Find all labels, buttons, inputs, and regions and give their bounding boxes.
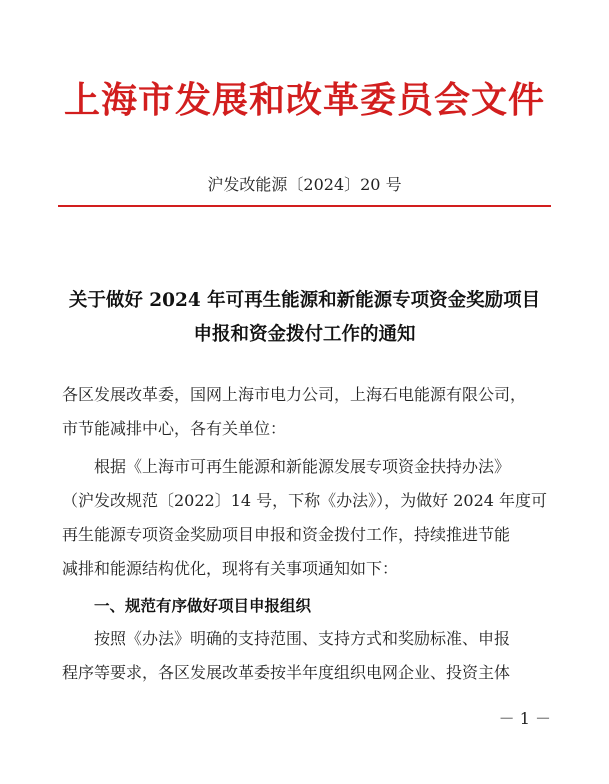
document-number: 沪发改能源〔2024〕20 号 — [207, 175, 402, 194]
paragraph-line: 减排和能源结构优化，现将有关事项通知如下： — [62, 559, 399, 578]
salutation-line: 市节能减排中心，各有关单位： — [62, 419, 287, 438]
document-title-line: 申报和资金拨付工作的通知 — [193, 324, 416, 345]
paragraph-intro — [62, 450, 552, 586]
paragraph-section-1 — [62, 622, 552, 690]
salutation-block — [62, 378, 552, 446]
issuer-header-title: 上海市发展和改革委员会文件 — [63, 79, 545, 121]
document-title-line: 关于做好 2024 年可再生能源和新能源专项资金奖励项目 — [68, 290, 541, 311]
paragraph-line: 再生能源专项资金奖励项目申报和资金拨付工作，持续推进节能 — [62, 525, 511, 544]
paragraph-line: 程序等要求，各区发展改革委按半年度组织电网企业、投资主体 — [62, 663, 511, 682]
red-divider-line — [58, 205, 551, 207]
paragraph-line: 按照《办法》明确的支持范围、支持方式和奖励标准、申报 — [94, 629, 511, 648]
paragraph-line: （沪发改规范〔2022〕14 号，下称《办法》），为做好 2024 年度可 — [62, 491, 548, 510]
salutation-line: 各区发展改革委，国网上海市电力公司，上海石电能源有限公司， — [62, 385, 527, 404]
section-heading-1: 一、规范有序做好项目申报组织 — [94, 597, 312, 615]
document-title — [40, 284, 569, 352]
paragraph-line: 根据《上海市可再生能源和新能源发展专项资金扶持办法》 — [94, 457, 511, 476]
page-number: － 1 － — [498, 709, 551, 728]
